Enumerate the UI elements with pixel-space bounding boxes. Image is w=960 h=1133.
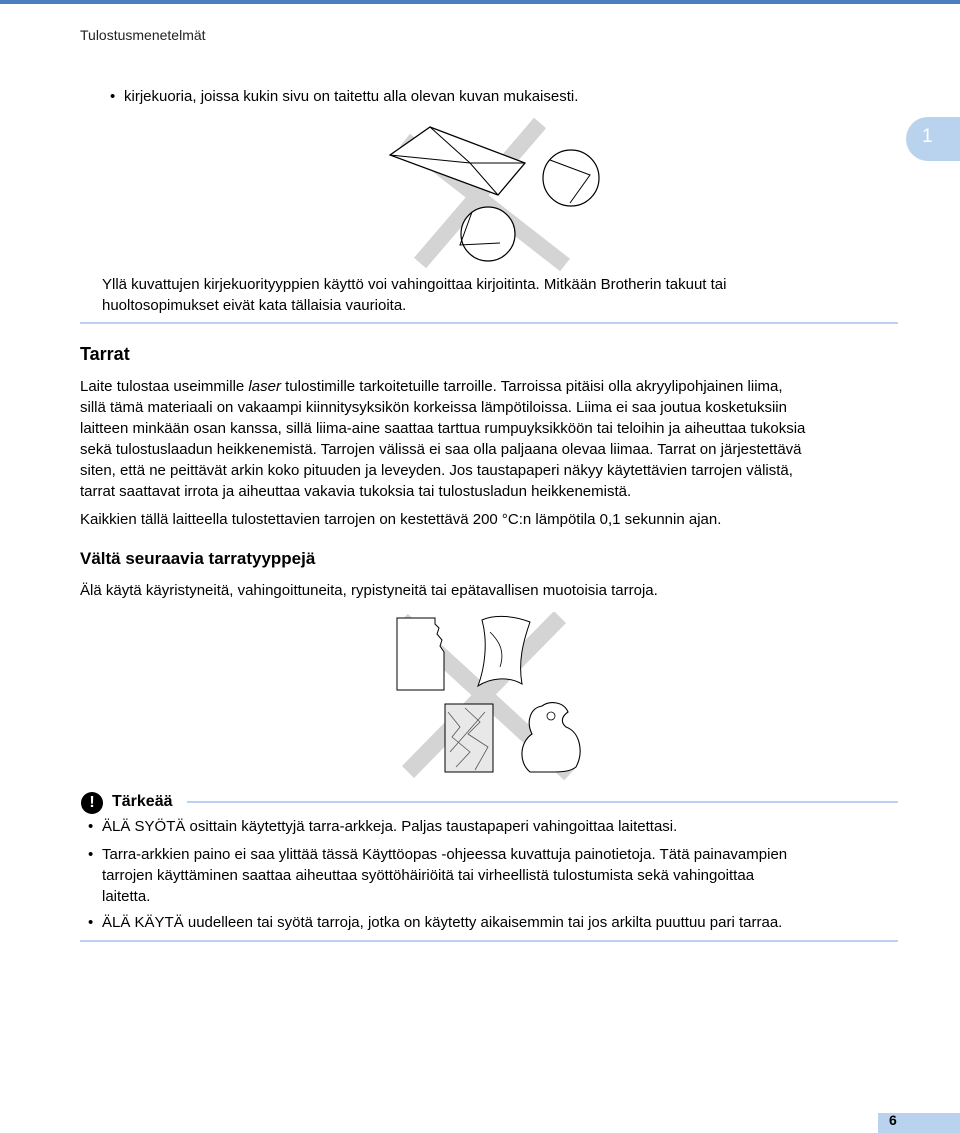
labels-temperature-text: Kaikkien tällä laitteella tulostettavien tarrojen on kestettävä 200 °C:n lämpötila 0,1 sekunnin ajan. [80,511,722,528]
labels-para1-line4: sekä tulostuslaadun heikkenemistä. Tarrojen välissä ei saa olla paljaana olevaa liimaa. Tarrat on järjestettävä [80,441,802,458]
important-item-2-line2: tarrojen käyttäminen saattaa aiheuttaa syöttöhäiriöitä tai virheellistä tulostumista sekä vahingoittaa [102,867,755,884]
important-item-2-line1: Tarra-arkkien paino ei saa ylittää tässä Käyttöopas -ohjeessa kuvattuja painotietoja. Tätä painavampien [102,846,788,863]
labels-section-title: Tarrat [80,344,130,364]
chapter-tab [906,117,960,161]
avoid-section-text: Älä käytä käyristyneitä, vahingoittuneita, rypistyneitä tai epätavallisen muotoisia tarroja. [80,582,658,599]
labels-para1-line1 [80,376,783,397]
bullet-dot: • [88,846,94,863]
envelope-warning-line1: Yllä kuvattujen kirjekuorityyppien käyttö voi vahingoittaa kirjoitinta. Mitkään Brotherin takuut tai [102,276,727,293]
running-header: Tulostusmenetelmät [80,27,206,43]
bullet-dot: • [88,914,94,931]
bullet-dot: • [110,88,116,105]
important-end-divider [80,940,898,942]
labels-para1-pre: Laite tulostaa useimmille [80,378,249,395]
top-accent-line [0,0,960,4]
labels-para1-line2: sillä tämä materiaali on vakaampi kiinnitysyksikön korkeissa lämpötiloissa. Liima ei saa joutua kosketuksiin [80,399,787,416]
labels-para1-line3: laitteen minkään osan kanssa, sillä liima-aine saattaa tarttua rumpuyksikköön tai teloihin ja aiheuttaa tukoksia [80,420,806,437]
section-divider [80,322,898,324]
exclamation-icon: ! [81,792,103,814]
bullet-dot: • [88,818,94,835]
important-divider [187,801,898,803]
important-item-1: ÄLÄ SYÖTÄ osittain käytettyjä tarra-arkkeja. Paljas taustapaperi vahingoittaa laitettasi. [102,818,678,835]
important-item-2-line3: laitetta. [102,888,151,905]
folded-envelopes-illustration [360,115,620,275]
chapter-number: 1 [922,126,933,147]
damaged-labels-illustration [390,612,590,782]
avoid-section-title: Vältä seuraavia tarratyyppejä [80,549,316,568]
labels-para1-line6: tarrat saattavat irrota ja aiheuttaa vakavia tukoksia tai tulostusladun heikkenemistä. [80,483,632,500]
page-number: 6 [889,1112,897,1128]
labels-para1-italic: laser [248,378,281,395]
intro-bullet-text: kirjekuoria, joissa kukin sivu on taitettu alla olevan kuvan mukaisesti. [124,88,579,105]
labels-para1-line5: siten, että ne peittävät arkin koko pituuden ja leveyden. Jos taustapaperi näkyy käytettävien tarrojen välistä, [80,462,793,479]
important-label: Tärkeää [112,793,173,810]
important-item-3: ÄLÄ KÄYTÄ uudelleen tai syötä tarroja, jotka on käytetty aikaisemmin tai jos arkilta puuttuu pari tarraa. [102,914,783,931]
envelope-warning-line2: huoltosopimukset eivät kata tällaisia vaurioita. [102,297,407,314]
labels-para1-post: tulostimille tarkoitetuille tarroille. Tarroissa pitäisi olla akryylipohjainen liima, [280,378,783,395]
